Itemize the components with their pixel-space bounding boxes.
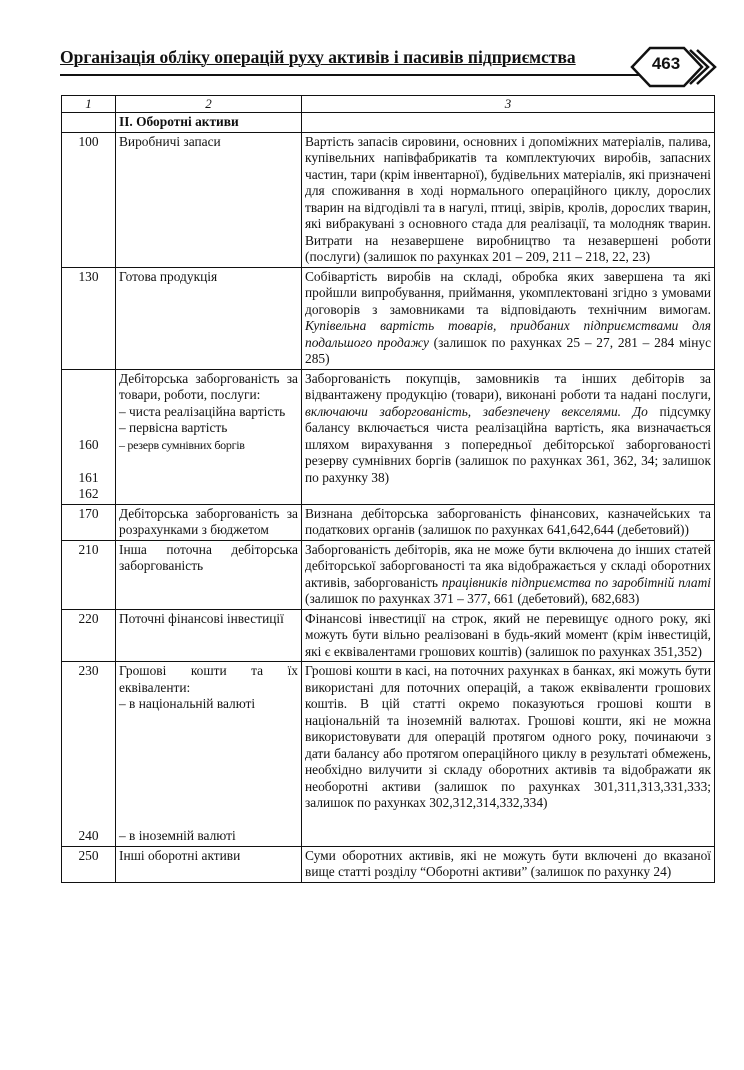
row-description: Собівартість виробів на складі, обробка яких завершена та які пройшли випробування, приймання, укомплектовані згідно з умовами договорів з замовниками та відповідають технічним вимогам. Купівельна вартість товарів, придбаних підприємствами для подальшого продажу (залишок по рахунках 25 – 27, 281 – 284 мінус 285) — [302, 267, 715, 369]
table-row — [62, 609, 715, 662]
row-code: 100 — [62, 132, 116, 267]
row-name: Готова продукція — [116, 267, 302, 369]
row-name-head: Дебіторська заборгованість за товари, роботи, послуги: — [119, 370, 298, 402]
row-code: 162 — [78, 486, 99, 501]
page-number: 463 — [651, 54, 681, 73]
row-codes — [62, 369, 116, 504]
row-code: 160 — [78, 436, 99, 452]
row-code: 161 — [78, 469, 99, 485]
running-header — [60, 44, 640, 76]
row-subitem: – в національній валюті — [119, 696, 256, 711]
row-name: Інша поточна дебіторська заборгованість — [116, 540, 302, 609]
section-title: II. Оборотні активи — [116, 113, 302, 133]
row-name: Виробничі запаси — [116, 132, 302, 267]
row-name: Дебіторська заборгованість за розрахунками з бюджетом — [116, 504, 302, 540]
column-header-2: 2 — [116, 96, 302, 113]
row-code: 240 — [78, 828, 99, 843]
row-description: Заборгованість дебіторів, яка не може бути включена до інших статей дебіторської заборгованості та яка відображається у складі оборотних активів, заборгованість працівників підприємства по заробітній платі (залишок по рахунках 371 – 377, 661 (дебетовий), 682,683) — [302, 540, 715, 609]
balance-items-table — [61, 95, 715, 883]
column-header-3: 3 — [302, 96, 715, 113]
row-name-head: Грошові кошти та їх еквіваленти: — [119, 663, 298, 695]
row-name — [116, 369, 302, 504]
row-codes — [62, 662, 116, 847]
row-subitem: – первісна вартість — [119, 420, 228, 435]
table-row — [62, 540, 715, 609]
table-row — [62, 267, 715, 369]
row-name: Поточні фінансові інвестиції — [116, 609, 302, 662]
row-description: Фінансові інвестиції на строк, який не перевищує одного року, які можуть бути вільно реалізовані в будь-який момент (крім інвестицій, які є еквівалентами грошових коштів) (залишок по рахунках 351,352) — [302, 609, 715, 662]
row-subitem: – в іноземній валюті — [119, 828, 236, 843]
row-code: 170 — [62, 504, 116, 540]
row-code: 230 — [78, 663, 99, 678]
row-name: Інші оборотні активи — [116, 846, 302, 882]
row-code: 220 — [62, 609, 116, 662]
table-row — [62, 504, 715, 540]
table-row — [62, 132, 715, 267]
table-header-row — [62, 96, 715, 113]
row-subitem: – чиста реалізаційна вартість — [119, 403, 286, 419]
row-subitem: – резерв сумнівних боргів — [119, 437, 245, 452]
row-description: Заборгованість покупців, замовників та інших дебіторів за відвантажену продукцію (товари), виконані роботи та надані послуги, включаючи заборгованість, забезпечену векселями. До підсумку балансу включається чиста реалізаційна вартість, яка визначається шляхом вирахування з попередньої дебіторської заборгованості резерву сумнівних боргів (залишок по рахунках 361, 362, 34; залишок по рахунку 38) — [302, 369, 715, 504]
row-code: 250 — [62, 846, 116, 882]
table-row — [62, 846, 715, 882]
table-row — [62, 662, 715, 847]
row-name — [116, 662, 302, 847]
table-row — [62, 369, 715, 504]
row-description: Грошові кошти в касі, на поточних рахунках в банках, які можуть бути використані для поточних операцій, а також еквіваленти грошових коштів. В цій статті окремо показуються грошові кошти в національній та іноземній валютах. Грошові кошти, які не можна використовувати для операцій протягом одного року, починаючи з дати балансу або протягом операційного циклу в результаті обмежень, необхідно вилучити зі складу оборотних активів та відображати як необоротні активи (залишок по рахунках 301,311,313,331,333; залишок по рахунках 302,312,314,332,334) — [302, 662, 715, 847]
row-code: 130 — [62, 267, 116, 369]
running-header-title: Організація обліку операцій руху активів і пасивів підприємства — [60, 47, 576, 67]
row-code: 210 — [62, 540, 116, 609]
column-header-1: 1 — [62, 96, 116, 113]
row-description: Визнана дебіторська заборгованість фінансових, казначейських та податкових органів (залишок по рахунках 641,642,644 (дебетовий)) — [302, 504, 715, 540]
row-description: Вартість запасів сировини, основних і допоміжних матеріалів, палива, купівельних напівфабрикатів та комплектуючих виробів, запасних частин, тари (крім інвентарної), будівельних матеріалів, які призначені для споживання в ході нормального операційного циклу, дорослих тварин на відгодівлі та в нагулі, птиці, звірів, кролів, дорослих тварин, які вибракувані з основного стада для реалізації, та молодняк тварин. Витрати на незавершене виробництво та незавершені роботи (послуги) (залишок по рахунках 201 – 209, 211 – 218, 22, 23) — [302, 132, 715, 267]
section-row — [62, 113, 715, 133]
row-description: Суми оборотних активів, які не можуть бути включені до вказаної вище статті розділу “Оборотні активи” (залишок по рахунку 24) — [302, 846, 715, 882]
